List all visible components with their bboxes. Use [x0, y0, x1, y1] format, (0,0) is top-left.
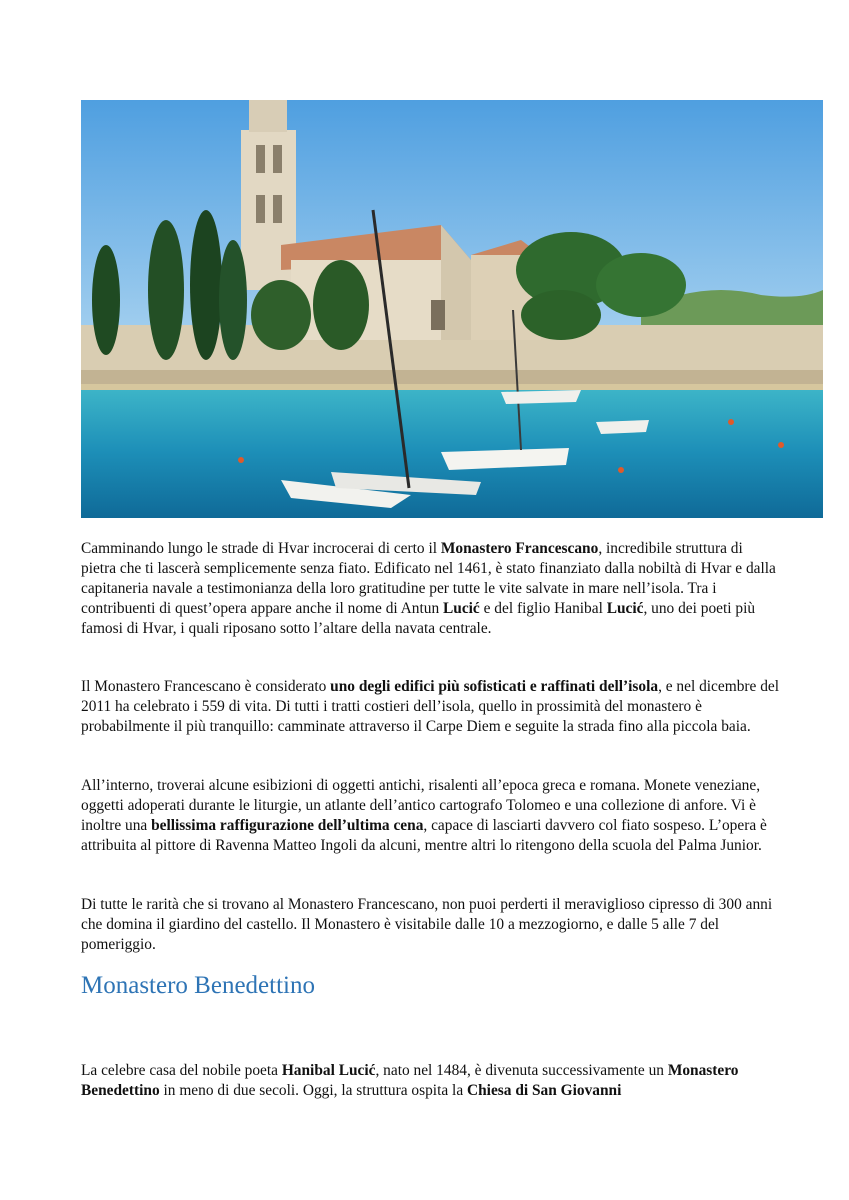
paragraph-3: [81, 776, 781, 856]
paragraph-4: [81, 895, 781, 955]
paragraph-1: [81, 539, 781, 639]
bold-text: uno degli edifici più sofisticati e raffinati dell’isola: [330, 678, 659, 695]
section-paragraph: [81, 1061, 781, 1101]
text-run: , uno dei poeti più famosi di Hvar, i quali riposano sotto l’altare della navata centrale.: [81, 600, 756, 637]
bold-text: Lucić: [606, 600, 644, 617]
bold-text: Hanibal Lucić: [281, 1062, 376, 1079]
section-heading: Monastero Benedettino: [81, 972, 315, 999]
paragraph-2: [81, 677, 781, 737]
bold-text: Monastero Francescano: [440, 540, 599, 557]
bold-text: bellissima raffigurazione dell’ultima cena: [151, 817, 424, 834]
monastery-photo: [81, 100, 823, 518]
text-run: , nato nel 1484, è divenuta successivamente un: [375, 1062, 668, 1079]
text-run: e del figlio Hanibal: [479, 600, 607, 617]
text-run: Di tutte le rarità che si trovano al Monastero Francescano, non puoi perderti il meraviglioso cipresso di 300 anni che domina il giardino del castello. Il Monastero è visitabile dalle 10 a mezzogiorno, e dalle 5 alle 7 del pomeriggio.: [81, 896, 773, 953]
bold-text: Monastero Benedettino: [81, 1062, 739, 1099]
text-run: in meno di due secoli. Oggi, la struttura ospita la: [159, 1082, 467, 1099]
text-run: La celebre casa del nobile poeta: [81, 1062, 282, 1079]
text-run: All’interno, troverai alcune esibizioni di oggetti antichi, risalenti all’epoca greca e romana. Monete veneziane, oggetti adoperati durante le liturgie, un atlante dell’antico cartografo Tolomeo e una collezione di anfore. Vi è inoltre una: [81, 777, 761, 834]
bold-text: Chiesa di San Giovanni: [467, 1082, 622, 1099]
text-run: Camminando lungo le strade di Hvar incrocerai di certo il: [81, 540, 441, 557]
text-run: Il Monastero Francescano è considerato: [81, 678, 331, 695]
text-run: , capace di lasciarti davvero col fiato sospeso. L’opera è attribuita al pittore di Ravenna Matteo Ingoli da alcuni, mentre altri lo ritengono della scuola del Palma Junior.: [81, 817, 767, 854]
bold-text: Lucić: [443, 600, 480, 617]
monastery-illustration: [81, 100, 823, 518]
text-run: , e nel dicembre del 2011 ha celebrato i 559 di vita. Di tutti i tratti costieri dell’isola, quello in prossimità del monastero è probabilmente il più tranquillo: camminate attraverso il Carpe Diem e seguite la strada fino alla piccola baia.: [81, 678, 779, 735]
text-run: , incredibile struttura di pietra che ti lascerà semplicemente senza fiato. Edificato nel 1461, è stato finanziato dalla nobiltà di Hvar e dalla capitaneria navale a testimonianza della loro gratitudine per tutte le vite salvate in mare nell’isola. Tra i contribuenti di quest’opera appare anche il nome di Antun: [81, 540, 776, 617]
